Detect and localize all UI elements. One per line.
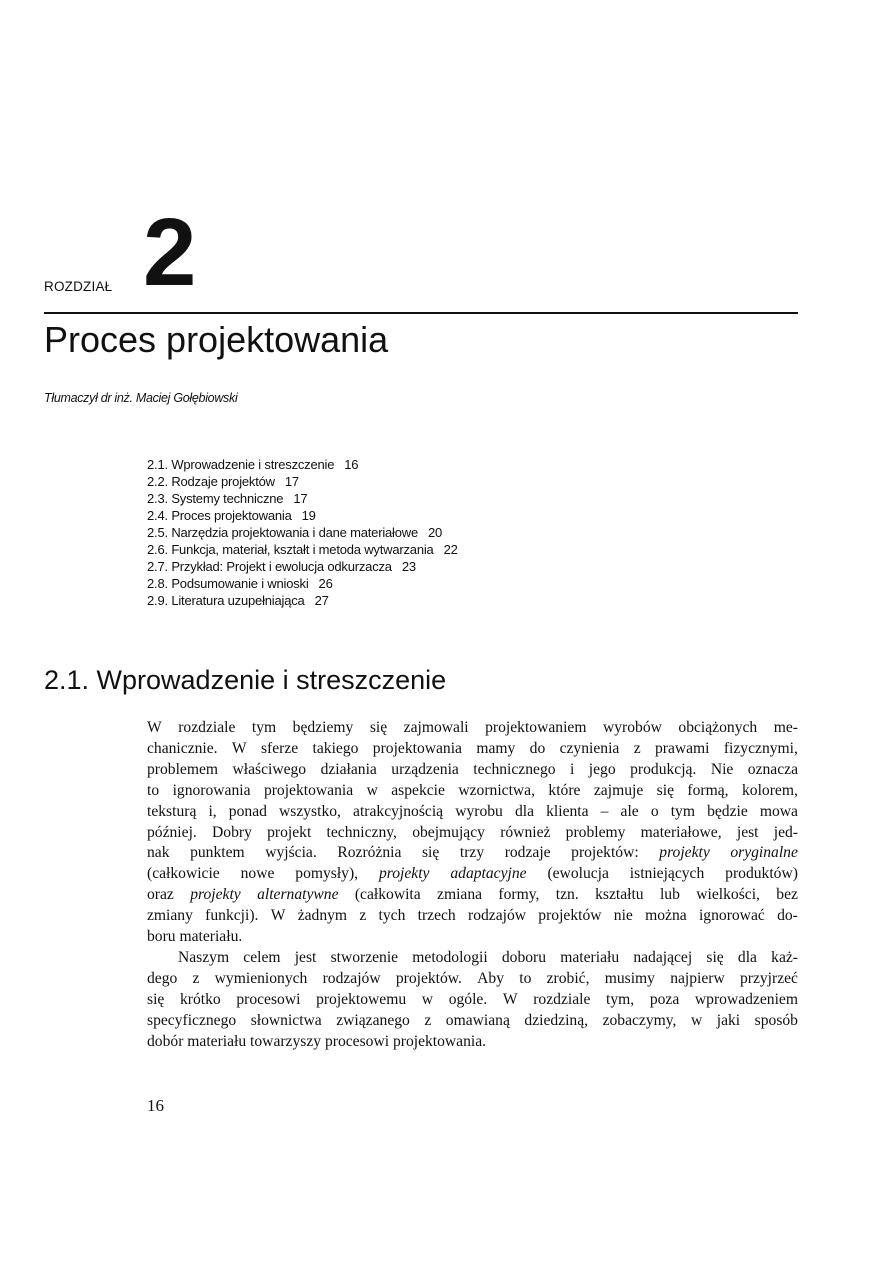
text-line: dego z wymienionych rodzajów projektów. Aby to zrobić, musimy najpierw przyjrzeć	[147, 969, 798, 987]
toc-entry[interactable]	[147, 524, 458, 541]
page-number: 16	[147, 1096, 164, 1115]
toc-title: Rodzaje projektów	[171, 474, 275, 489]
toc-number: 2.4.	[147, 508, 168, 523]
translator-credit: Tłumaczył dr inż. Maciej Gołębiowski	[44, 391, 238, 405]
toc-number: 2.8.	[147, 576, 168, 591]
toc-entry[interactable]	[147, 575, 458, 592]
toc-entry[interactable]	[147, 507, 458, 524]
text-line: Naszym celem jest stworzenie metodologii doboru materiału nadającej się dla każ-	[178, 948, 798, 966]
paragraph	[147, 718, 798, 948]
toc-entry[interactable]	[147, 558, 458, 575]
text-line: nak punktem wyjścia. Rozróżnia się trzy rodzaje projektów: projekty oryginalne	[147, 844, 798, 862]
toc-page: 22	[443, 542, 458, 557]
toc-page: 27	[314, 593, 329, 608]
toc-number: 2.2.	[147, 474, 168, 489]
toc-title: Systemy techniczne	[171, 491, 284, 506]
text-line	[147, 1032, 798, 1053]
text-line: zmiany funkcji). W żadnym z tych trzech rodzajów projektów nie można ignorować do-	[147, 907, 798, 925]
chapter-number: 2	[143, 199, 197, 306]
text-line: specyficznego słownictwa związanego z omawianą dziedziną, zobaczymy, w jaki sposób	[147, 1011, 798, 1029]
text-line: (całkowicie nowe pomysły), projekty adaptacyjne (ewolucja istniejących produktów)	[147, 865, 798, 883]
toc-title: Proces projektowania	[171, 508, 292, 523]
toc-title: Narzędzia projektowania i dane materiałowe	[171, 525, 418, 540]
toc-page: 17	[284, 474, 299, 489]
text-line: się krótko procesowi projektowemu w ogóle. W rozdziale tym, poza wprowadzeniem	[147, 990, 798, 1008]
text-line: chanicznie. W sferze takiego projektowania mamy do czynienia z prawami fizycznymi,	[147, 739, 798, 757]
toc-title: Literatura uzupełniająca	[171, 593, 305, 608]
toc-title: Funkcja, materiał, kształt i metoda wytwarzania	[171, 542, 434, 557]
text-segment: dobór materiału towarzyszy procesowi projektowania.	[147, 1032, 487, 1050]
title-rule	[44, 312, 798, 314]
text-line: później. Dobry projekt techniczny, obejmujący również problemy materiałowe, jest jed-	[147, 823, 798, 841]
toc-entry[interactable]	[147, 490, 458, 507]
toc-entry[interactable]	[147, 456, 458, 473]
toc-page: 26	[318, 576, 333, 591]
toc-number: 2.6.	[147, 542, 168, 557]
toc-number: 2.3.	[147, 491, 168, 506]
toc-entry[interactable]	[147, 592, 458, 609]
toc-page: 19	[301, 508, 316, 523]
toc-page: 20	[428, 525, 443, 540]
text-line: oraz projekty alternatywne (całkowita zmiana formy, tzn. kształtu lub wielkości, bez	[147, 886, 798, 904]
toc-title: Podsumowanie i wnioski	[171, 576, 309, 591]
table-of-contents	[147, 456, 458, 609]
toc-title: Przykład: Projekt i ewolucja odkurzacza	[171, 559, 392, 574]
toc-number: 2.1.	[147, 457, 168, 472]
toc-page: 16	[344, 457, 359, 472]
toc-page: 23	[401, 559, 416, 574]
text-segment: boru materiału.	[147, 928, 243, 946]
toc-page: 17	[293, 491, 308, 506]
toc-number: 2.9.	[147, 593, 168, 608]
toc-number: 2.7.	[147, 559, 168, 574]
toc-entry[interactable]	[147, 541, 458, 558]
text-line: W rozdziale tym będziemy się zajmowali projektowaniem wyrobów obciążonych me-	[147, 719, 798, 736]
section-heading: 2.1. Wprowadzenie i streszczenie	[44, 665, 447, 695]
toc-number: 2.5.	[147, 525, 168, 540]
toc-entry[interactable]	[147, 473, 458, 490]
text-line: to ignorowania projektowania w aspekcie wzornictwa, które zajmuje się formą, kolorem,	[147, 781, 798, 799]
text-line: teksturą i, ponad wszystko, atrakcyjnością wyrobu dla klienta – ale o tym będzie mowa	[147, 802, 798, 820]
body-text	[147, 718, 798, 1053]
chapter-title: Proces projektowania	[44, 319, 389, 360]
text-line	[147, 927, 798, 948]
toc-title: Wprowadzenie i streszczenie	[171, 457, 335, 472]
text-line: problemem właściwego działania urządzenia technicznego i jego produkcją. Nie oznacza	[147, 760, 798, 778]
chapter-label: ROZDZIAŁ	[44, 279, 113, 294]
paragraph	[147, 948, 798, 1053]
